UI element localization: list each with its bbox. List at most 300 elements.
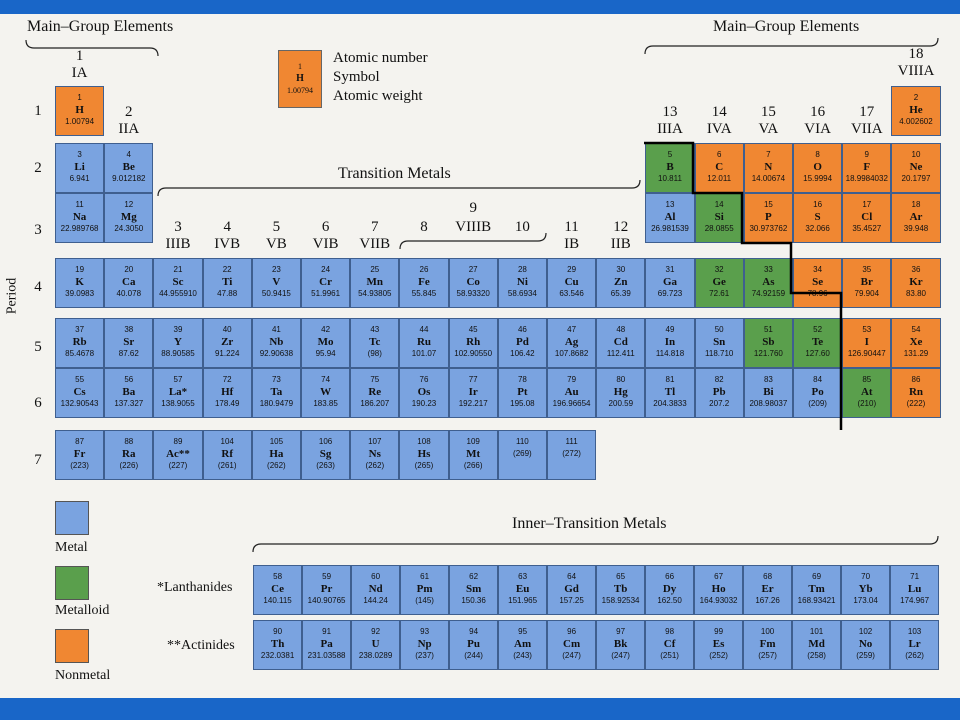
- atomic-number: 3: [77, 150, 82, 159]
- element-symbol: Sn: [713, 336, 726, 348]
- atomic-weight: 173.04: [853, 596, 878, 605]
- atomic-number: 62: [469, 572, 479, 581]
- element-symbol: Ge: [712, 276, 726, 288]
- group-name: VIIIB: [455, 219, 492, 235]
- atomic-number: 81: [665, 375, 675, 384]
- atomic-number: 25: [370, 265, 380, 274]
- atomic-weight: 106.42: [510, 349, 535, 358]
- element-symbol: Er: [761, 583, 774, 595]
- element-symbol: Br: [860, 276, 873, 288]
- element-symbol: Mg: [120, 211, 137, 223]
- atomic-number: 43: [370, 325, 380, 334]
- element-symbol: Ne: [909, 161, 923, 173]
- element-symbol: Tl: [664, 386, 676, 398]
- element-symbol: Cr: [319, 276, 332, 288]
- atomic-number: 61: [420, 572, 430, 581]
- atomic-weight: (244): [464, 651, 483, 660]
- group-name: VIIB: [359, 236, 391, 252]
- atomic-weight: 162.50: [657, 596, 682, 605]
- element-symbol: Mo: [317, 336, 334, 348]
- atomic-weight: 126.90447: [847, 349, 886, 358]
- element-symbol: Cu: [564, 276, 579, 288]
- element-symbol: Tc: [369, 336, 381, 348]
- atomic-number: 39: [173, 325, 183, 334]
- atomic-number: 7: [766, 150, 771, 159]
- atomic-number: 37: [75, 325, 85, 334]
- group-name: VIIIA: [897, 63, 935, 79]
- element-symbol: Fm: [759, 638, 776, 650]
- atomic-number: 14: [714, 200, 724, 209]
- atomic-number: 33: [763, 265, 773, 274]
- atomic-weight: 54.93805: [358, 289, 392, 298]
- group-number: 1: [75, 48, 84, 64]
- element-symbol: As: [762, 276, 775, 288]
- atomic-weight: 138.9055: [161, 399, 195, 408]
- atomic-weight: 88.90585: [161, 349, 195, 358]
- atomic-number: 92: [371, 627, 381, 636]
- atomic-weight: (237): [415, 651, 434, 660]
- period-number: 7: [34, 452, 42, 468]
- atomic-number: 19: [75, 265, 85, 274]
- atomic-number: 45: [468, 325, 478, 334]
- atomic-weight: (258): [807, 651, 826, 660]
- group-name: VB: [265, 236, 287, 252]
- atomic-number: 53: [862, 325, 872, 334]
- atomic-number: 5: [667, 150, 673, 159]
- atomic-weight: 200.59: [608, 399, 634, 408]
- period-number: 4: [34, 279, 42, 295]
- atomic-number: 107: [368, 437, 382, 446]
- element-symbol: Xe: [909, 336, 923, 348]
- element-symbol: Hf: [221, 386, 234, 398]
- atomic-number: 89: [173, 437, 183, 446]
- group-number: 18: [908, 46, 924, 62]
- element-symbol: In: [664, 336, 676, 348]
- key-symbol: H: [296, 73, 304, 84]
- group-number: 16: [810, 104, 826, 120]
- atomic-number: 91: [322, 627, 332, 636]
- atomic-number: 28: [517, 265, 527, 274]
- element-symbol: Mn: [366, 276, 384, 288]
- atomic-weight: 231.03588: [307, 651, 346, 660]
- group-number: 6: [321, 219, 330, 235]
- element-symbol: Np: [417, 638, 432, 650]
- atomic-number: 22: [222, 265, 232, 274]
- element-symbol: Lu: [907, 583, 922, 595]
- atomic-number: 64: [567, 572, 577, 581]
- atomic-number: 95: [518, 627, 528, 636]
- atomic-number: 72: [222, 375, 232, 384]
- atomic-weight: 65.39: [610, 289, 631, 298]
- atomic-weight: 102.90550: [454, 349, 493, 358]
- period-number: 1: [34, 103, 42, 119]
- atomic-number: 100: [760, 627, 775, 636]
- atomic-number: 20: [124, 265, 134, 274]
- main-group-right-heading: Main–Group Elements: [713, 18, 860, 35]
- atomic-weight: 192.217: [458, 399, 488, 408]
- atomic-number: 104: [220, 437, 234, 446]
- atomic-weight: 15.9994: [803, 174, 833, 183]
- atomic-number: 6: [716, 150, 722, 159]
- element-symbol: Mt: [466, 448, 481, 460]
- atomic-number: 12: [124, 200, 134, 209]
- atomic-weight: (243): [513, 651, 532, 660]
- atomic-number: 42: [321, 325, 331, 334]
- atomic-number: 52: [813, 325, 823, 334]
- atomic-weight: 195.08: [510, 399, 535, 408]
- inner-transition-heading: Inner–Transition Metals: [512, 515, 667, 532]
- atomic-number: 11: [75, 200, 84, 209]
- atomic-number: 24: [321, 265, 331, 274]
- atomic-weight: 95.94: [315, 349, 336, 358]
- element-symbol: Ir: [468, 386, 478, 398]
- atomic-weight: 32.066: [805, 224, 830, 233]
- atomic-number: 78: [517, 375, 527, 384]
- atomic-number: 63: [518, 572, 528, 581]
- atomic-number: 85: [862, 375, 872, 384]
- atomic-number: 49: [665, 325, 675, 334]
- element-symbol: Ga: [662, 276, 678, 288]
- key-atomic-number: 1: [298, 62, 302, 71]
- legend-label-metal: Metal: [55, 540, 88, 555]
- group-number: 2: [125, 104, 133, 120]
- atomic-weight: (223): [70, 461, 89, 470]
- atomic-number: 1: [77, 93, 82, 102]
- element-symbol: Ru: [416, 336, 432, 348]
- atomic-number: 97: [616, 627, 626, 636]
- element-symbol: Kr: [909, 276, 923, 288]
- atomic-number: 51: [763, 325, 773, 334]
- element-symbol: Rb: [72, 336, 87, 348]
- element-symbol: Po: [811, 386, 824, 398]
- atomic-number: 31: [665, 265, 675, 274]
- element-symbol: Hs: [417, 448, 431, 460]
- atomic-weight: 118.710: [705, 349, 734, 358]
- element-symbol: W: [320, 386, 332, 398]
- group-name: VIA: [804, 121, 831, 137]
- element-symbol: Ar: [909, 211, 923, 223]
- period-number: 3: [34, 222, 42, 238]
- atomic-weight: (226): [119, 461, 139, 470]
- atomic-weight: 140.115: [263, 596, 292, 605]
- atomic-weight: 39.948: [903, 224, 929, 233]
- atomic-number: 54: [911, 325, 921, 334]
- atomic-weight: (262): [905, 651, 924, 660]
- atomic-number: 93: [420, 627, 430, 636]
- atomic-number: 36: [911, 265, 921, 274]
- element-symbol: Bi: [763, 386, 774, 398]
- atomic-number: 73: [271, 375, 281, 384]
- element-symbol: P: [765, 211, 772, 223]
- atomic-weight: 92.90638: [259, 349, 294, 358]
- element-symbol: Se: [812, 276, 824, 288]
- element-symbol: Zn: [614, 276, 628, 288]
- group-name: IB: [564, 236, 580, 252]
- atomic-number: 94: [469, 627, 479, 636]
- atomic-weight: 87.62: [118, 349, 139, 358]
- group-number: 12: [613, 219, 629, 235]
- atomic-weight: 167.26: [755, 596, 780, 605]
- element-symbol: C: [715, 161, 724, 173]
- element-symbol: S: [814, 211, 821, 223]
- group-number: 17: [859, 104, 875, 120]
- group-name: IVA: [706, 121, 732, 137]
- element-symbol: Ba: [122, 386, 136, 398]
- key-label-weight: Atomic weight: [333, 88, 423, 104]
- atomic-number: 109: [466, 437, 480, 446]
- atomic-number: 16: [813, 200, 823, 209]
- atomic-weight: 47.88: [217, 289, 238, 298]
- element-symbol: Dy: [662, 583, 677, 595]
- atomic-weight: 178.49: [214, 399, 240, 408]
- atomic-weight: 91.224: [214, 349, 240, 358]
- element-symbol: No: [858, 638, 873, 650]
- transition-metals-heading: Transition Metals: [338, 165, 451, 182]
- atomic-weight: (222): [906, 399, 926, 408]
- atomic-number: 32: [714, 265, 724, 274]
- main-group-left-heading: Main–Group Elements: [27, 18, 174, 35]
- atomic-number: 2: [913, 93, 919, 102]
- atomic-number: 84: [813, 375, 823, 384]
- atomic-weight: 6.941: [69, 174, 90, 183]
- atomic-weight: 14.00674: [751, 174, 786, 183]
- atomic-weight: 79.904: [854, 289, 880, 298]
- atomic-number: 8: [815, 150, 820, 159]
- atomic-weight: (247): [562, 651, 581, 660]
- atomic-weight: 30.973762: [749, 224, 788, 233]
- element-symbol: Pd: [515, 336, 529, 348]
- group-number: 9: [469, 200, 477, 216]
- atomic-weight: 107.8682: [554, 349, 589, 358]
- element-symbol: O: [813, 161, 822, 173]
- group-number: 7: [371, 219, 379, 235]
- element-symbol: Ca: [122, 276, 136, 288]
- element-symbol: Zr: [221, 336, 234, 348]
- group-number: 5: [272, 219, 281, 235]
- element-symbol: Gd: [564, 583, 579, 595]
- element-symbol: Nd: [368, 583, 383, 595]
- atomic-number: 50: [714, 325, 724, 334]
- atomic-weight: 74.92159: [751, 289, 786, 298]
- atomic-weight: 51.9961: [311, 289, 341, 298]
- atomic-weight: 9.012182: [112, 174, 146, 183]
- group-name: VIB: [312, 236, 339, 252]
- atomic-number: 70: [861, 572, 871, 581]
- key-label-symbol: Symbol: [333, 69, 380, 85]
- element-symbol: Ag: [564, 336, 579, 348]
- element-symbol: B: [666, 161, 674, 173]
- atomic-number: 48: [616, 325, 626, 334]
- atomic-weight: 208.98037: [749, 399, 788, 408]
- atomic-weight: 39.0983: [65, 289, 95, 298]
- atomic-number: 87: [75, 437, 85, 446]
- atomic-number: 79: [567, 375, 577, 384]
- element-symbol: Re: [368, 386, 382, 398]
- group-name: VA: [758, 121, 779, 137]
- atomic-number: 44: [419, 325, 429, 334]
- atomic-number: 102: [858, 627, 873, 636]
- element-symbol: Lr: [908, 638, 921, 650]
- atomic-weight: 151.965: [508, 596, 538, 605]
- atomic-number: 110: [516, 437, 529, 446]
- element-symbol: Cm: [563, 638, 581, 650]
- element-symbol: Be: [122, 161, 135, 173]
- element-symbol: Ce: [271, 583, 284, 595]
- element-symbol: U: [371, 638, 380, 650]
- group-name: IVB: [214, 236, 241, 252]
- element-symbol: Na: [72, 211, 87, 223]
- atomic-weight: 140.90765: [307, 596, 346, 605]
- atomic-number: 35: [862, 265, 872, 274]
- atomic-number: 82: [714, 375, 724, 384]
- element-symbol: Cl: [861, 211, 873, 223]
- atomic-weight: (251): [660, 651, 679, 660]
- element-symbol: Md: [808, 638, 825, 650]
- atomic-weight: 63.546: [559, 289, 584, 298]
- atomic-weight: 127.60: [805, 349, 830, 358]
- atomic-weight: (261): [217, 461, 237, 470]
- period-number: 5: [34, 339, 42, 355]
- atomic-weight: (98): [367, 349, 382, 358]
- atomic-number: 99: [714, 627, 724, 636]
- atomic-number: 40: [222, 325, 232, 334]
- atomic-weight: 168.93421: [797, 596, 836, 605]
- atomic-number: 65: [616, 572, 626, 581]
- atomic-number: 74: [321, 375, 331, 384]
- atomic-number: 21: [173, 265, 183, 274]
- atomic-number: 4: [126, 150, 131, 159]
- element-symbol: Si: [714, 211, 724, 223]
- group-number: 10: [514, 219, 530, 235]
- element-symbol: At: [860, 386, 873, 398]
- atomic-weight: 78.96: [807, 289, 828, 298]
- element-symbol: Am: [514, 638, 532, 650]
- element-symbol: Sg: [319, 448, 332, 460]
- atomic-number: 111: [565, 437, 578, 446]
- atomic-number: 103: [907, 627, 922, 636]
- element-symbol: Li: [74, 161, 85, 173]
- element-symbol: Ti: [222, 276, 233, 288]
- element-symbol: Ns: [368, 448, 381, 460]
- atomic-number: 46: [517, 325, 527, 334]
- element-symbol: Sr: [123, 336, 135, 348]
- atomic-number: 9: [864, 150, 869, 159]
- atomic-weight: 55.845: [411, 289, 437, 298]
- atomic-weight: 158.92534: [601, 596, 640, 605]
- atomic-number: 15: [763, 200, 773, 209]
- atomic-weight: 232.0381: [260, 651, 295, 660]
- atomic-weight: 69.723: [657, 289, 683, 298]
- atomic-number: 17: [862, 200, 872, 209]
- atomic-weight: (269): [513, 449, 532, 458]
- atomic-number: 88: [124, 437, 134, 446]
- atomic-weight: 150.36: [461, 596, 486, 605]
- atomic-weight: 238.0289: [358, 651, 393, 660]
- element-symbol: Cd: [613, 336, 628, 348]
- atomic-number: 71: [910, 572, 920, 581]
- atomic-weight: (259): [856, 651, 875, 660]
- key-atomic-weight: 1.00794: [287, 86, 313, 95]
- atomic-number: 80: [616, 375, 626, 384]
- group-name: IIA: [118, 121, 140, 137]
- atomic-weight: (209): [808, 399, 827, 408]
- period-number: 2: [34, 160, 42, 176]
- group-number: 15: [760, 104, 776, 120]
- atomic-number: 68: [763, 572, 773, 581]
- element-symbol: Au: [564, 386, 579, 398]
- atomic-weight: 186.207: [360, 399, 390, 408]
- atomic-weight: (262): [365, 461, 385, 470]
- element-symbol: La*: [168, 386, 188, 398]
- atomic-weight: 44.955910: [159, 289, 197, 298]
- element-symbol: Rf: [221, 448, 233, 460]
- element-symbol: Rn: [908, 386, 924, 398]
- atomic-number: 47: [567, 325, 577, 334]
- period-axis-label: Period: [4, 277, 20, 315]
- group-name: IA: [71, 65, 88, 81]
- element-symbol: I: [864, 336, 869, 348]
- atomic-weight: (227): [168, 461, 188, 470]
- element-symbol: Sb: [762, 336, 775, 348]
- atomic-number: 38: [124, 325, 134, 334]
- element-symbol: Pm: [416, 583, 433, 595]
- atomic-weight: 58.6934: [507, 289, 537, 298]
- period-number: 6: [34, 395, 42, 411]
- atomic-weight: 26.981539: [651, 224, 689, 233]
- atomic-weight: 112.411: [606, 349, 635, 358]
- actinides-label: **Actinides: [167, 638, 235, 653]
- atomic-weight: 4.002602: [899, 117, 933, 126]
- atomic-weight: (265): [414, 461, 434, 470]
- element-symbol: Pr: [320, 583, 333, 595]
- atomic-number: 58: [273, 572, 283, 581]
- element-symbol: Pa: [320, 638, 333, 650]
- element-symbol: K: [75, 276, 84, 288]
- atomic-number: 27: [468, 265, 478, 274]
- atomic-number: 30: [616, 265, 626, 274]
- element-symbol: Ra: [122, 448, 136, 460]
- atomic-weight: 132.90543: [60, 399, 99, 408]
- element-symbol: Cs: [73, 386, 86, 398]
- atomic-weight: (266): [463, 461, 483, 470]
- element-symbol: Ho: [711, 583, 726, 595]
- atomic-number: 90: [273, 627, 283, 636]
- atomic-weight: 83.80: [905, 289, 926, 298]
- atomic-number: 96: [567, 627, 577, 636]
- atomic-weight: 137.327: [114, 399, 144, 408]
- element-symbol: Bk: [613, 638, 628, 650]
- atomic-number: 59: [322, 572, 332, 581]
- atomic-number: 108: [417, 437, 431, 446]
- atomic-number: 41: [271, 325, 281, 334]
- atomic-weight: 183.85: [313, 399, 338, 408]
- atomic-weight: 20.1797: [901, 174, 931, 183]
- atomic-number: 66: [665, 572, 675, 581]
- atomic-weight: 35.4527: [852, 224, 882, 233]
- element-symbol: Sc: [172, 276, 184, 288]
- atomic-number: 56: [124, 375, 134, 384]
- atomic-number: 55: [75, 375, 85, 384]
- element-symbol: Te: [811, 336, 824, 348]
- atomic-weight: 190.23: [411, 399, 437, 408]
- atomic-weight: 164.93032: [699, 596, 738, 605]
- element-symbol: Ni: [516, 276, 528, 288]
- element-symbol: V: [272, 276, 281, 288]
- atomic-number: 101: [809, 627, 824, 636]
- atomic-weight: 131.29: [903, 349, 929, 358]
- legend-label-nonmetal: Nonmetal: [55, 668, 111, 683]
- atomic-number: 29: [567, 265, 577, 274]
